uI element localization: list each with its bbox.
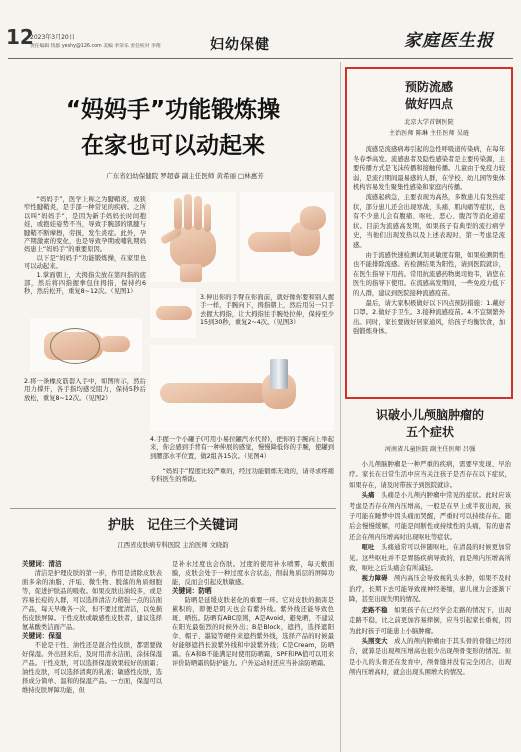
page-number: 12 <box>6 25 34 49</box>
symptom-paragraph <box>349 491 511 543</box>
main-article-byline: 广东省妇幼保健院 罗超睿 副主任医师 黄希丽 □林惠芳 <box>106 172 264 180</box>
flu-paragraph: 由于流感快速检测试剂灵敏度有限，如果检测阴性也不能排除流感。若检测结果为阳性，请到医院就诊，在医生指导下用药。常用抗流感药物奥司他韦，请您在医生的指导下使用。在流感高发期间，一些免疫力低下的人群，建议到医院接种流感疫苗。 <box>353 251 505 297</box>
symptom-text: 成人的颅内肿瘤由于其头骨的骨缝已经闭合，就算是出现颅压增高也很少出现颅骨变形的情况。但是小儿的头骨还在发育中，颅骨缝并没有完全闭合，出现颅内压增高时，就会出现头围增大的情况。 <box>349 637 511 677</box>
finger-shape <box>174 198 182 230</box>
main-article-title-line2: 在家也可以动起来 <box>81 133 265 159</box>
main-article-title-line1: “妈妈手”功能锻炼操 <box>65 97 281 123</box>
exercise-step-4 <box>150 436 334 466</box>
can-shape <box>270 359 288 389</box>
finger-shape <box>194 196 202 230</box>
wrist-shape <box>100 336 130 352</box>
tumor-article-byline: 河南省儿童医院 副主任医师 吕强 <box>384 446 476 453</box>
photo-exercise-can <box>150 345 334 431</box>
symptom-paragraph <box>349 574 511 605</box>
exercise-step-1: 1.掌面朝上，大拇指尖放在第四指的底部，然后将四指握拳包住拇指，保持约6秒，然后松开，重复8~12次。（见图1） <box>24 271 146 296</box>
symptom-paragraph <box>349 543 511 574</box>
photo-exercise-stretch <box>240 192 334 282</box>
forearm-shape <box>160 383 270 403</box>
main-article-note <box>150 468 334 488</box>
photo-exercise-palm <box>150 192 236 282</box>
tumor-intro-paragraph: 小儿颅脑肿瘤是一种严重的疾病，需要早发现、早治疗。家长在日常生活中应当关注孩子是否存在以下症状，如果存在，请及时带孩子到医院就诊。 <box>349 461 511 489</box>
intro-paragraph: “妈妈手”，医学上称之为腱鞘炎，或狭窄性腱鞘炎，是手部一种常见的疾病。之所以叫“妈妈手”，是因为新手妈妈长时间抱娃，或抱娃姿势不当，导致手腕部的肌腱与腱鞘不断摩擦，劳损，发生炎症。此外，孕产期激素的变化，也是导致孕期或哺乳期妈妈患上“妈妈手”的重要原因。 <box>24 196 146 254</box>
main-article-intro-column <box>24 196 146 314</box>
symptom-text: 颅内高压会导致视乳头水肿，如果不及时治疗，长期下去可能导致视神经萎缩，患儿视力会逐渐下降，甚至出现失明的情况。 <box>349 575 511 604</box>
intro-paragraph: 以下是“妈妈手”功能锻炼操，在家里也可以动起来。 <box>24 254 146 271</box>
flu-paragraph: 流感是流感病毒引起的急性呼吸道传染病，在每年冬春季高发。流感患者及隐性感染者是主要传染源，主要传播方式是飞沫传播和接触传播。儿童由于免疫力较弱，是流行期间最易感的人群，在学校、幼儿园等集体机构容易发生聚集性感染和家庭内传播。 <box>353 146 505 192</box>
photo-exercise-rubber-band <box>30 318 142 372</box>
exercise-step-2 <box>24 378 146 416</box>
exercise-step-3 <box>200 294 334 336</box>
symptom-paragraph <box>349 606 511 637</box>
skincare-paragraph: 不论是干性、油性还是混合性皮肤，都需要做好保湿。外出回来后，及时用清水洁面，涂抹保湿产品。干性皮肤，可以选择保湿效果较好的面霜；油性皮肤，可以选择清爽的乳液；敏感性皮肤，选择成分简单、温和的保湿产品。一方面，保湿可以维持皮肤屏障功能，但 <box>22 642 162 694</box>
rubber-band-shape <box>50 328 100 364</box>
wrist-shape <box>180 264 202 282</box>
finger-shape <box>204 204 211 232</box>
finger-shape <box>184 194 192 230</box>
flu-article-byline-people: 主治医师 陈琳 主任医师 吴琏 <box>388 130 470 137</box>
flu-article-byline-org: 北京大学首钢医院 <box>404 119 454 126</box>
symptom-text: 头痛是小儿颅内肿瘤中常见的症状。此时应该考虑是否存在颅内压增高，一般是在早上或半夜出现，孩子可能在睡梦中因头痛而哭醒，严重时可以持续存在。随后会慢慢缓解，可能是间断性或持续性的头痛，有的患者还会在颅内压增高时出现呕吐等症状。 <box>349 492 511 541</box>
skincare-article-title: 护肤 记住三个关键词 <box>107 518 238 533</box>
exercise-step-3-text: 3.伸出你的手臂在你面前，就好像你要和别人握手一样，手腕向下，拇指朝上，然后用另一只手去握大拇指，让大拇指往手腕处拉伸，保持至少15到30秒，重复2~4次。（见图3） <box>200 294 334 327</box>
section-divider <box>10 508 336 509</box>
symptom-text: 如果孩子在已经学会走路的情况下，出现走路不稳，比之前更加容易摔倒，应当引起家长重视，因为此时孩子可能患上小脑肿瘤。 <box>349 606 511 635</box>
skincare-paragraph: 是补水过度也会伤肤。过度的使用补水喷雾，每天敷面膜，皮肤会处于一种过度水合状态，削弱角质层的屏障功能，反而会引起皮肤敏感。 <box>172 561 334 586</box>
keyword-heading-cleansing: 关键词：清洁 <box>22 560 62 568</box>
skincare-article-byline: 江西省皮肤病专科医院 主治医师 文晓韵 <box>117 542 229 549</box>
skincare-paragraph: 防晒是延缓皮肤老化的重要一环。它对皮肤的损害是累积的，即便是阴天也会有紫外线。紫外线还能导致色斑、晒伤。防晒有ABC原则，A是Avoid，避免晒，不建议在阳光最强烈的时候外出；B是Block，遮挡，选择遮阳伞、帽子、墨镜等硬件来遮挡紫外线，选择产品的时候最好能够遮挡长波紫外线和中波紫外线；C是Cream，防晒霜。在A和B不能满足时使用防晒霜，SPF和PA值可以用来评价防晒霜的防护能力。户外运动时还应当补涂防晒霜。 <box>172 597 334 667</box>
column-divider <box>340 62 341 752</box>
keyword-heading-sun-protection: 关键词：防晒 <box>172 587 212 595</box>
main-article-note-text: “妈妈手”程度比较严重的，经过功能锻炼无效的，请寻求疼痛专科医生的帮助。 <box>150 468 334 484</box>
header-divider <box>8 58 513 59</box>
symptom-lead: 头痛 <box>361 492 375 500</box>
skincare-paragraph: 清洁是护理皮肤的第一步，作用是清除皮肤表面多余的油脂、汗垢、微生物、脱落的角质细胞等，促进护肤品的吸收。如果皮肤出油较多，或是容易长痘的人群，可以选择清洁力稍强一点的洁面产品，每天早晚各一次，但不要过度清洁，以免损伤皮肤屏障。干性皮肤或敏感性皮肤者，建议选择氨基酸类洁面产品。 <box>22 570 162 631</box>
flu-article-title-line2: 做好四点 <box>404 97 453 111</box>
symptom-lead: 呕吐 <box>361 544 375 552</box>
symptom-text: 头痛通常可以伴随呕吐，在清晨的时候更加常见。这些呕吐并不是胃肠疾病导致的，而是颅内压增高所致，呕吐之后头痛会有所减轻。 <box>349 544 511 573</box>
tumor-article-body <box>349 460 511 748</box>
symptom-lead: 走路不稳 <box>361 606 388 614</box>
flu-prevention-box <box>345 67 513 399</box>
exercise-step-2-text: 2.将一条橡皮筋套入手中，如图所示，然后用力撑开，各手指均感受阻力，保持5秒后放松，重复8~12次。（见图2） <box>24 378 146 402</box>
photo-exercise-arm <box>150 288 196 338</box>
editor-credits: 责任编辑 钱群 yeshy@126.com 美编 李荣乐 责任校对 李翔 <box>30 44 161 49</box>
flu-paragraph: 最后，请大家积极做好以下四点预防措施：1.戴好口罩。2.做好手卫生。3.接种流感疫苗。4.不宜频繁外出。同时，家长要做好居家通风，给孩子均衡饮食，加强锻炼身体。 <box>353 299 505 336</box>
section-title: 妇幼保健 <box>210 37 270 53</box>
arm-shape <box>156 306 192 320</box>
issue-date: 2023年3月20日 <box>30 34 75 41</box>
symptom-lead: 头围变大 <box>361 637 388 645</box>
symptom-paragraph <box>349 637 511 679</box>
exercise-step-4-text: 4.手握一个小罐子(可用小易拉罐汽水代替)，把你的手腕向上举起来，你会感到手背有一种伸展的感觉，慢慢降低你的手腕，使罐到到腰部水平位置，做2组各15次。（见图4） <box>150 436 334 460</box>
flu-article-title-line1: 预防流感 <box>404 80 453 94</box>
keyword-heading-moisturizing: 关键词：保湿 <box>22 632 62 640</box>
flu-article-body <box>353 145 505 393</box>
skincare-column-1 <box>22 560 162 748</box>
skincare-column-2 <box>172 560 334 748</box>
tumor-article-title-line2: 五个症状 <box>405 425 454 439</box>
symptom-lead: 视力障碍 <box>361 575 388 583</box>
helper-hand-shape <box>300 206 326 230</box>
flu-paragraph: 流感起病急，主要表现为高热，多数患儿有发热症状，部分患儿还会出现寒战、头痛、肌肉痛等症状，也有不少患儿会有腹痛、呕吐、恶心、腹泻等消化道症状。目前为流感高发期，如果孩子有典型的流行病学史，当他们出现发热以及上述表现时，第一考虑是流感。 <box>353 193 505 249</box>
masthead-logo: 家庭医生报 <box>404 31 494 51</box>
tumor-article-title-line1: 识破小儿颅脑肿瘤的 <box>375 408 484 422</box>
